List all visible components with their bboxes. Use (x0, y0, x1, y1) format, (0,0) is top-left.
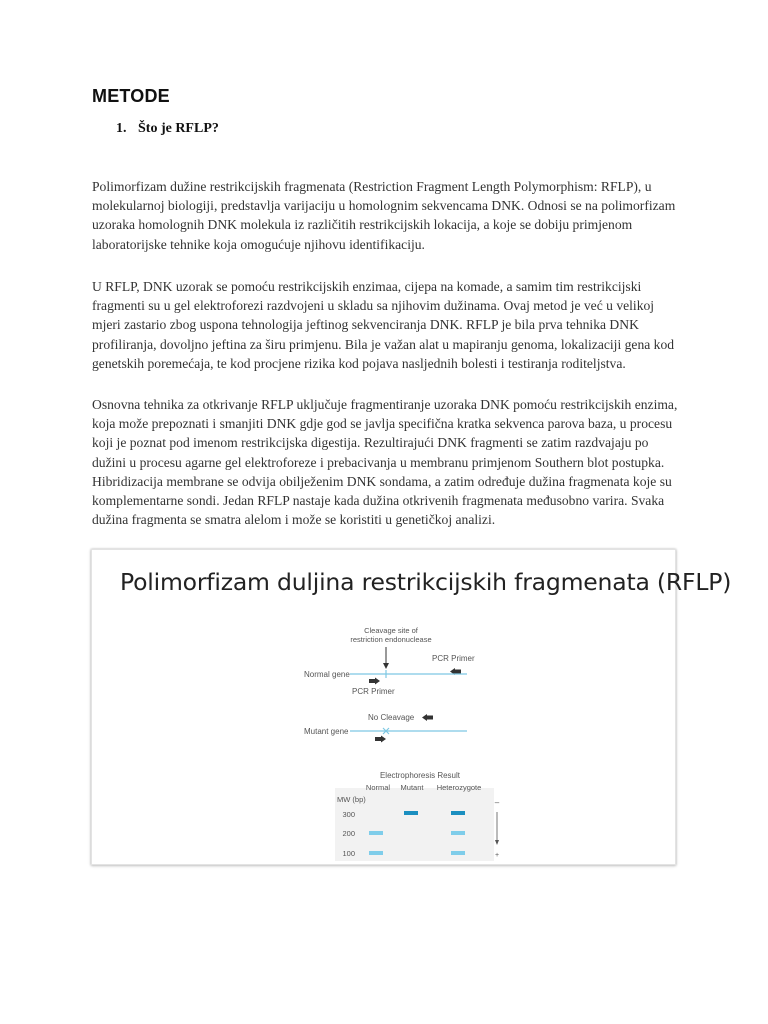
lane-mutant-label: Mutant (400, 783, 424, 792)
no-cleavage-label: No Cleavage (368, 713, 415, 722)
section-heading: METODE (92, 86, 170, 106)
normal-gene-label: Normal gene (304, 670, 350, 679)
subheading (116, 121, 219, 137)
marker-300: 300 (342, 810, 355, 819)
lane-heterozygote-label: Heterozygote (436, 783, 482, 792)
pcr-primer-bottom-label: PCR Primer (352, 687, 395, 696)
band-mutant-300 (404, 811, 418, 815)
mutant-gene-label: Mutant gene (304, 727, 349, 736)
band-het-300 (451, 811, 465, 815)
mutant-forward-primer-arrow (375, 737, 382, 741)
band-normal-100 (369, 851, 383, 855)
paragraph-2: U RFLP, DNK uzorak se pomoću restrikcijskih enzimaa, cijepa na komade, a samim tim restrikcijski fragmenti su u gel elektroforezi razdvojeni u skladu sa njihovim dužinama. Ovaj metod je već u velikoj mjeri zastario zbog uspona tehnologija jeftinog sekvenciranja DNK. RFLP je bila prva tehnika DNK profiliranja, dovoljno jeftina za širu primjenu. Bila je važan alat u mapiranju genoma, lokalizaciji gena kod genetskih poremećaja, te kod procjene rizika kod pojava nasljednih bolesti i testiranja roditeljstva. (92, 279, 675, 371)
mw-label: MW (bp) (337, 795, 366, 804)
cleavage-arrowhead (383, 663, 389, 669)
cleavage-label-line1: Cleavage site of (364, 626, 418, 635)
band-het-100 (451, 851, 465, 855)
band-normal-200 (369, 831, 383, 835)
band-het-200 (451, 831, 465, 835)
paragraph-3: Osnovna tehnika za otkrivanje RFLP uključuje fragmentiranje uzoraka DNK pomoću restrikcijskih enzima, koja može prepoznati i smanjiti DNK gdje god se javlja specifična kratka sekvenca parova baza, u procesu koji je poznat pod imenom restrikcijska digestija. Rezultirajući DNK fragmenti se zatim razdvajaju po dužini u procesu agarne gel elektroforeze i prebacivanja u membranu primjenom Southern blot postupka. Hibridizacija membrane se odvija obilježenim DNK sondama, a zatim određuje dužina fragmenata koje su komplementarne sondi. Jedan RFLP nastaje kada dužina otkrivenih fragmenata međusobno varira. Svaka dužina fragmenta se smatra alelom i može se koristiti u genetičkoj analizi. (92, 397, 678, 528)
gel-title: Electrophoresis Result (379, 771, 461, 780)
subheading-text: Što je RFLP? (138, 121, 219, 136)
subheading-number: 1. (116, 121, 127, 136)
rflp-diagram (92, 550, 677, 866)
minus-sign: – (494, 798, 500, 807)
pcr-primer-top-label: PCR Primer (432, 654, 475, 663)
marker-200: 200 (342, 829, 355, 838)
rflp-figure (91, 549, 732, 865)
figure-title: Polimorfizam duljina restrikcijskih fragmenata (RFLP) (120, 568, 732, 596)
forward-primer-arrow (369, 679, 376, 683)
marker-100: 100 (342, 849, 355, 858)
cleavage-label-line2: restriction endonuclease (350, 635, 432, 644)
paragraph-1: Polimorfizam dužine restrikcijskih fragmenata (Restriction Fragment Length Polymorphism: RFLP), u molekularnoj biologiji, predstavlja varijaciju u homolognim sekvencama DNK. Odnosi se na polimorfizam uzoraka homolognih DNK molekula iz različitih restrikcijskih lokacija, a koje se dobiju primjenom laboratorijske tehnike koja omogućuje njihovu identifikaciju. (92, 179, 676, 252)
plus-sign: + (494, 852, 500, 859)
lane-normal-label: Normal (365, 783, 391, 792)
